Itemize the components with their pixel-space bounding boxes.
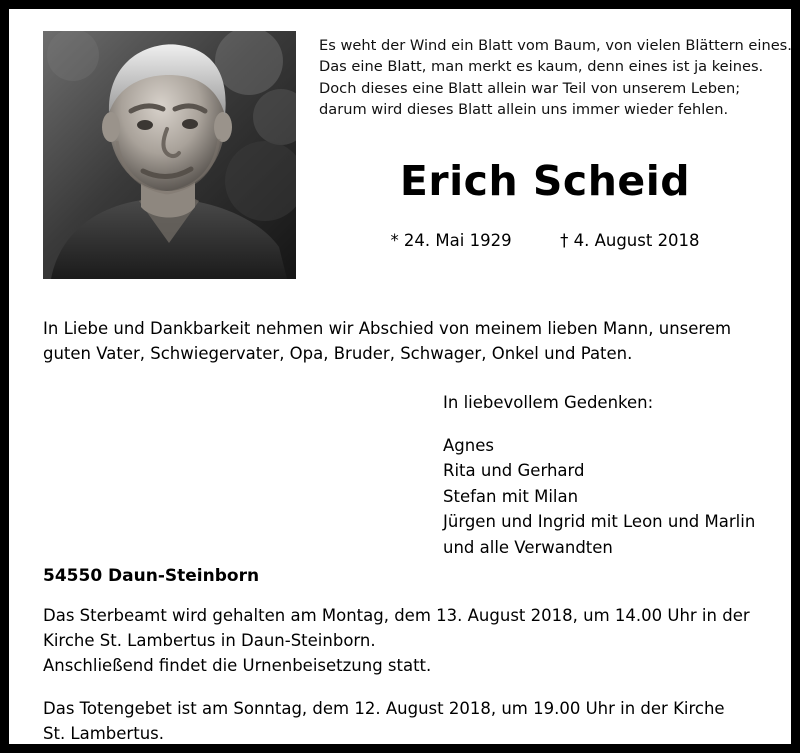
- verse-line: Es weht der Wind ein Blatt vom Baum, von vielen Blättern eines.: [319, 37, 792, 54]
- memoriam-heading: In liebevollem Gedenken:: [443, 393, 654, 412]
- memoriam-block: [443, 390, 783, 560]
- portrait-image: [43, 31, 296, 279]
- life-dates: [319, 231, 771, 250]
- portrait-photo: [43, 31, 296, 279]
- mourner-name: Rita und Gerhard: [443, 461, 585, 481]
- verse-text: [319, 35, 792, 121]
- birth-date: * 24. Mai 1929: [390, 231, 512, 250]
- address-line: 54550 Daun-Steinborn: [43, 566, 260, 586]
- verse-line: Das eine Blatt, man merkt es kaum, denn eines ist ja keines.: [319, 58, 764, 76]
- intro-line: In Liebe und Dankbarkeit nehmen wir Abschied von meinem lieben Mann, unserem: [43, 319, 732, 338]
- obituary-card: [9, 9, 791, 744]
- service-details: [43, 603, 783, 746]
- deceased-name: Erich Scheid: [399, 157, 691, 205]
- service-paragraph: [43, 603, 783, 679]
- verse-line: darum wird dieses Blatt allein uns immer wieder fehlen.: [319, 101, 729, 119]
- intro-line: guten Vater, Schwiegervater, Opa, Bruder, Schwager, Onkel und Paten.: [43, 343, 633, 363]
- service-paragraph: [43, 696, 783, 746]
- mourner-name: Agnes: [443, 435, 494, 455]
- mourner-name: Jürgen und Ingrid mit Leon und Marlin: [443, 512, 756, 532]
- mourner-name: und alle Verwandten: [443, 537, 613, 557]
- service-line: Anschließend findet die Urnenbeisetzung statt.: [43, 656, 432, 676]
- service-line: Kirche St. Lambertus in Daun-Steinborn.: [43, 631, 376, 651]
- intro-text: [43, 317, 773, 367]
- service-line: Das Totengebet ist am Sonntag, dem 12. August 2018, um 19.00 Uhr in der Kirche: [43, 698, 725, 718]
- death-date: † 4. August 2018: [560, 231, 700, 250]
- verse-line: Doch dieses eine Blatt allein war Teil von unserem Leben;: [319, 79, 741, 97]
- mourner-name: Stefan mit Milan: [443, 486, 579, 506]
- service-line: Das Sterbeamt wird gehalten am Montag, dem 13. August 2018, um 14.00 Uhr in der: [43, 606, 750, 625]
- service-line: St. Lambertus.: [43, 723, 164, 743]
- card-header: [9, 9, 791, 281]
